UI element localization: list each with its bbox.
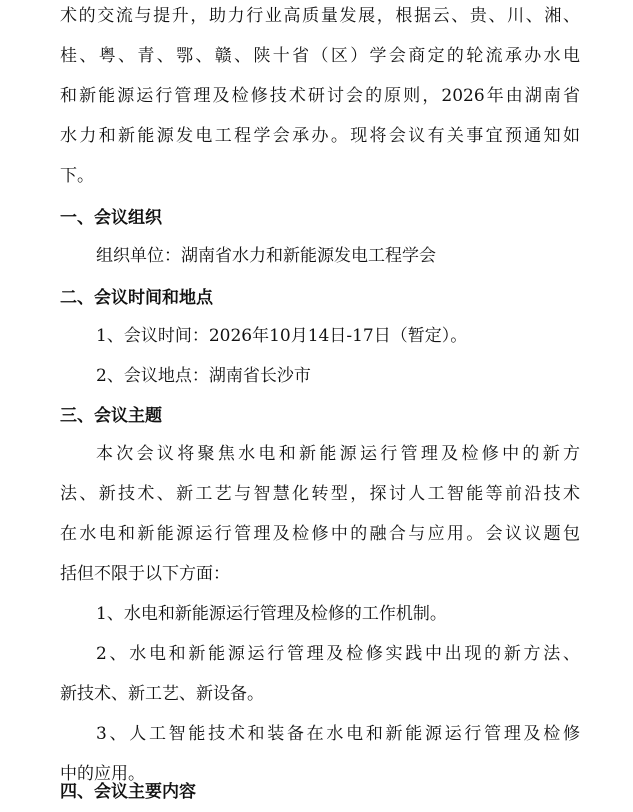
theme-line-3: 在水电和新能源运行管理及检修中的融合与应用。会议议题包 [60, 524, 580, 544]
section-3-heading: 三、会议主题 [60, 406, 162, 426]
topic-item-3-line-1: 3、人工智能技术和装备在水电和新能源运行管理及检修 [96, 724, 580, 744]
meeting-place-line: 2、会议地点：湖南省长沙市 [96, 366, 311, 386]
intro-line-5: 下。 [60, 166, 94, 186]
intro-line-3: 和新能源运行管理及检修技术研讨会的原则，2026年由湖南省 [60, 86, 580, 106]
section-4-heading: 四、会议主要内容 [60, 782, 196, 802]
theme-line-4: 括但不限于以下方面： [60, 564, 230, 584]
organizer-line: 组织单位：湖南省水力和新能源发电工程学会 [96, 246, 436, 266]
meeting-time-line: 1、会议时间：2026年10月14日-17日（暂定）。 [96, 326, 468, 346]
section-1-heading: 一、会议组织 [60, 208, 162, 228]
intro-line-1: 术的交流与提升，助力行业高质量发展，根据云、贵、川、湘、 [60, 6, 580, 26]
theme-line-1: 本次会议将聚焦水电和新能源运行管理及检修中的新方 [96, 444, 580, 464]
topic-item-2-line-2: 新技术、新工艺、新设备。 [60, 684, 264, 704]
intro-line-4: 水力和新能源发电工程学会承办。现将会议有关事宜预通知如 [60, 126, 580, 146]
topic-item-2-line-1: 2、水电和新能源运行管理及检修实践中出现的新方法、 [96, 644, 580, 664]
theme-line-2: 法、新技术、新工艺与智慧化转型，探讨人工智能等前沿技术 [60, 484, 580, 504]
topic-item-3-line-2: 中的应用。 [60, 764, 145, 784]
intro-line-2: 桂、粤、青、鄂、赣、陕十省（区）学会商定的轮流承办水电 [60, 46, 580, 66]
topic-item-1: 1、水电和新能源运行管理及检修的工作机制。 [96, 604, 447, 624]
section-2-heading: 二、会议时间和地点 [60, 288, 213, 308]
